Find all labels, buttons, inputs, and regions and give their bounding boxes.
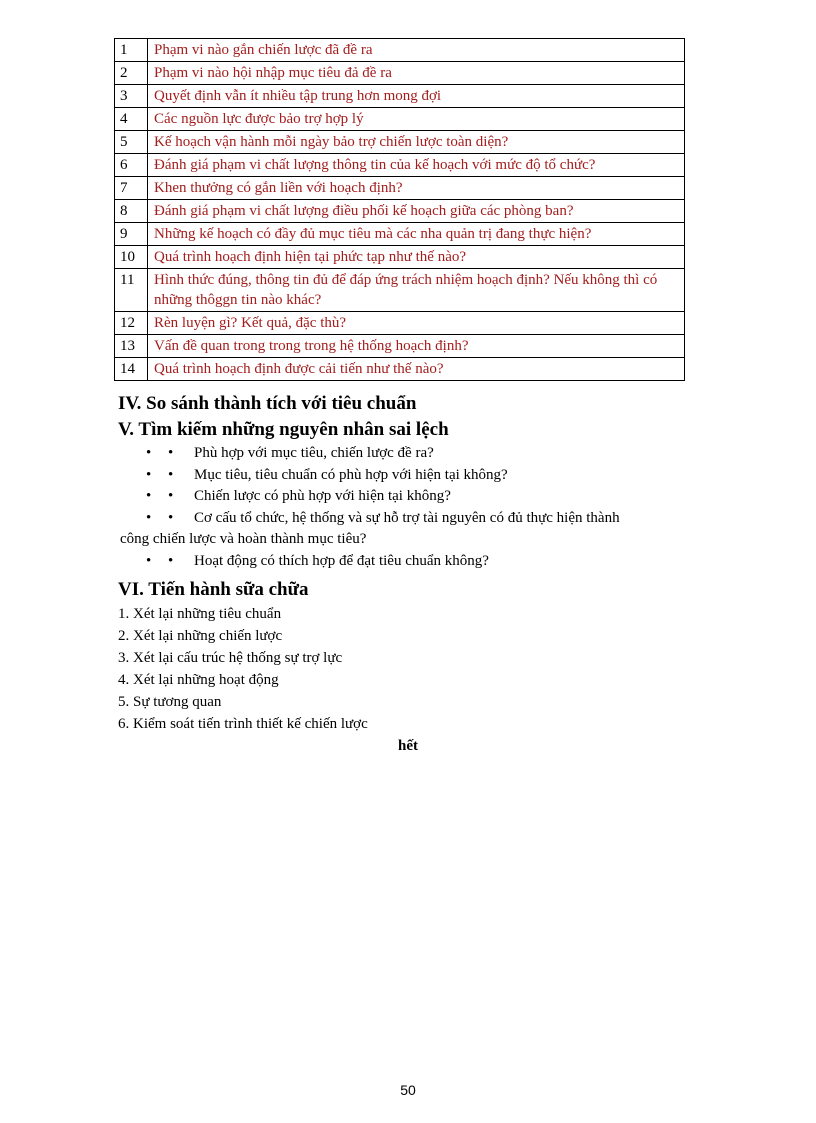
- questions-table: [114, 38, 685, 381]
- row-number: 2: [115, 62, 148, 85]
- list-item: [120, 443, 680, 465]
- table-row: [115, 177, 685, 200]
- row-number: 6: [115, 154, 148, 177]
- row-text: Hình thức đúng, thông tin đủ để đáp ứng trách nhiệm hoạch định? Nếu không thì có những thôggn tin nào khác?: [148, 269, 685, 312]
- bullet-icon: •: [168, 466, 174, 483]
- row-text: Phạm vi nào hội nhập mục tiêu đả đề ra: [148, 62, 685, 85]
- numbered-list: [118, 603, 368, 735]
- page-number: 50: [400, 1082, 416, 1098]
- row-text: Đánh giá phạm vi chất lượng điều phối kế hoạch giữa các phòng ban?: [148, 200, 685, 223]
- table-row: [115, 358, 685, 381]
- list-item: [120, 508, 680, 551]
- list-item: 2. Xét lại những chiến lược: [118, 628, 283, 644]
- row-number: 10: [115, 246, 148, 269]
- row-number: 12: [115, 312, 148, 335]
- table-row: [115, 85, 685, 108]
- bullet-text: Phù hợp với mục tiêu, chiến lược đề ra?: [194, 445, 434, 461]
- row-text: Quá trình hoạch định hiện tại phức tạp như thế nào?: [148, 246, 685, 269]
- bullet-icon: •: [146, 466, 152, 483]
- end-text: hết: [398, 738, 418, 754]
- row-text: Đánh giá phạm vi chất lượng thông tin của kế hoạch với mức độ tổ chức?: [148, 154, 685, 177]
- row-text: Kế hoạch vận hành mỗi ngày bảo trợ chiến lược toàn diện?: [148, 131, 685, 154]
- bullet-icon: •: [168, 445, 174, 461]
- row-number: 3: [115, 85, 148, 108]
- bullet-icon: •: [146, 445, 152, 461]
- table-row: [115, 335, 685, 358]
- bullet-icon: •: [146, 509, 152, 526]
- section-heading-v: V. Tìm kiếm những nguyên nhân sai lệch: [118, 419, 449, 440]
- row-text: Quyết định vẫn ít nhiều tập trung hơn mong đợi: [148, 85, 685, 108]
- table-row: [115, 200, 685, 223]
- bullet-icon: •: [146, 552, 152, 569]
- row-number: 9: [115, 223, 148, 246]
- bullet-icon: •: [146, 488, 152, 504]
- table-row: [115, 131, 685, 154]
- section-heading-iv: IV. So sánh thành tích với tiêu chuẩn: [118, 393, 417, 414]
- list-item: 3. Xét lại cấu trúc hệ thống sự trợ lực: [118, 650, 343, 666]
- row-number: 11: [115, 269, 148, 312]
- table-row: [115, 223, 685, 246]
- table-row: [115, 154, 685, 177]
- table-row: [115, 39, 685, 62]
- list-item: [120, 465, 680, 487]
- list-item: 4. Xét lại những hoạt động: [118, 672, 279, 688]
- bullet-icon: •: [168, 509, 174, 526]
- table-row: [115, 108, 685, 131]
- list-item: 6. Kiểm soát tiến trình thiết kế chiến lược: [118, 716, 368, 732]
- table-row: [115, 246, 685, 269]
- bullet-text: Hoạt động có thích hợp để đạt tiêu chuẩn không?: [194, 552, 489, 569]
- row-number: 5: [115, 131, 148, 154]
- section-heading-vi: VI. Tiến hành sữa chữa: [118, 579, 309, 600]
- bullet-icon: •: [168, 488, 174, 504]
- list-item: [120, 551, 680, 573]
- row-number: 13: [115, 335, 148, 358]
- bullet-text: Chiến lược có phù hợp với hiện tại không?: [194, 488, 451, 504]
- table-row: [115, 312, 685, 335]
- row-number: 4: [115, 108, 148, 131]
- bullet-icon: •: [168, 552, 174, 569]
- row-text: Vấn đề quan trong trong trong hệ thống hoạch định?: [148, 335, 685, 358]
- row-text: Khen thưởng có gắn liền với hoạch định?: [148, 177, 685, 200]
- row-text: Những kế hoạch có đầy đủ mục tiêu mà các nha quản trị đang thực hiện?: [148, 223, 685, 246]
- list-item: [120, 486, 680, 508]
- row-number: 1: [115, 39, 148, 62]
- list-item: 5. Sự tương quan: [118, 694, 222, 710]
- bullet-text: Cơ cấu tổ chức, hệ thống và sự hỗ trợ tài nguyên có đủ thực hiện thành: [194, 509, 620, 526]
- bullet-text: Mục tiêu, tiêu chuẩn có phù hợp với hiện tại không?: [194, 466, 508, 483]
- row-number: 7: [115, 177, 148, 200]
- row-number: 8: [115, 200, 148, 223]
- table-row: [115, 62, 685, 85]
- row-text: Các nguồn lực được bảo trợ hợp lý: [148, 108, 685, 131]
- row-number: 14: [115, 358, 148, 381]
- bullet-text-continued: công chiến lược và hoàn thành mục tiêu?: [120, 531, 367, 547]
- table-row: [115, 269, 685, 312]
- row-text: Quá trình hoạch định được cải tiến như thế nào?: [148, 358, 685, 381]
- row-text: Rèn luyện gì? Kết quả, đặc thù?: [148, 312, 685, 335]
- bullet-list: [120, 443, 680, 572]
- list-item: 1. Xét lại những tiêu chuẩn: [118, 606, 282, 622]
- row-text: Phạm vi nào gắn chiến lược đã đề ra: [148, 39, 685, 62]
